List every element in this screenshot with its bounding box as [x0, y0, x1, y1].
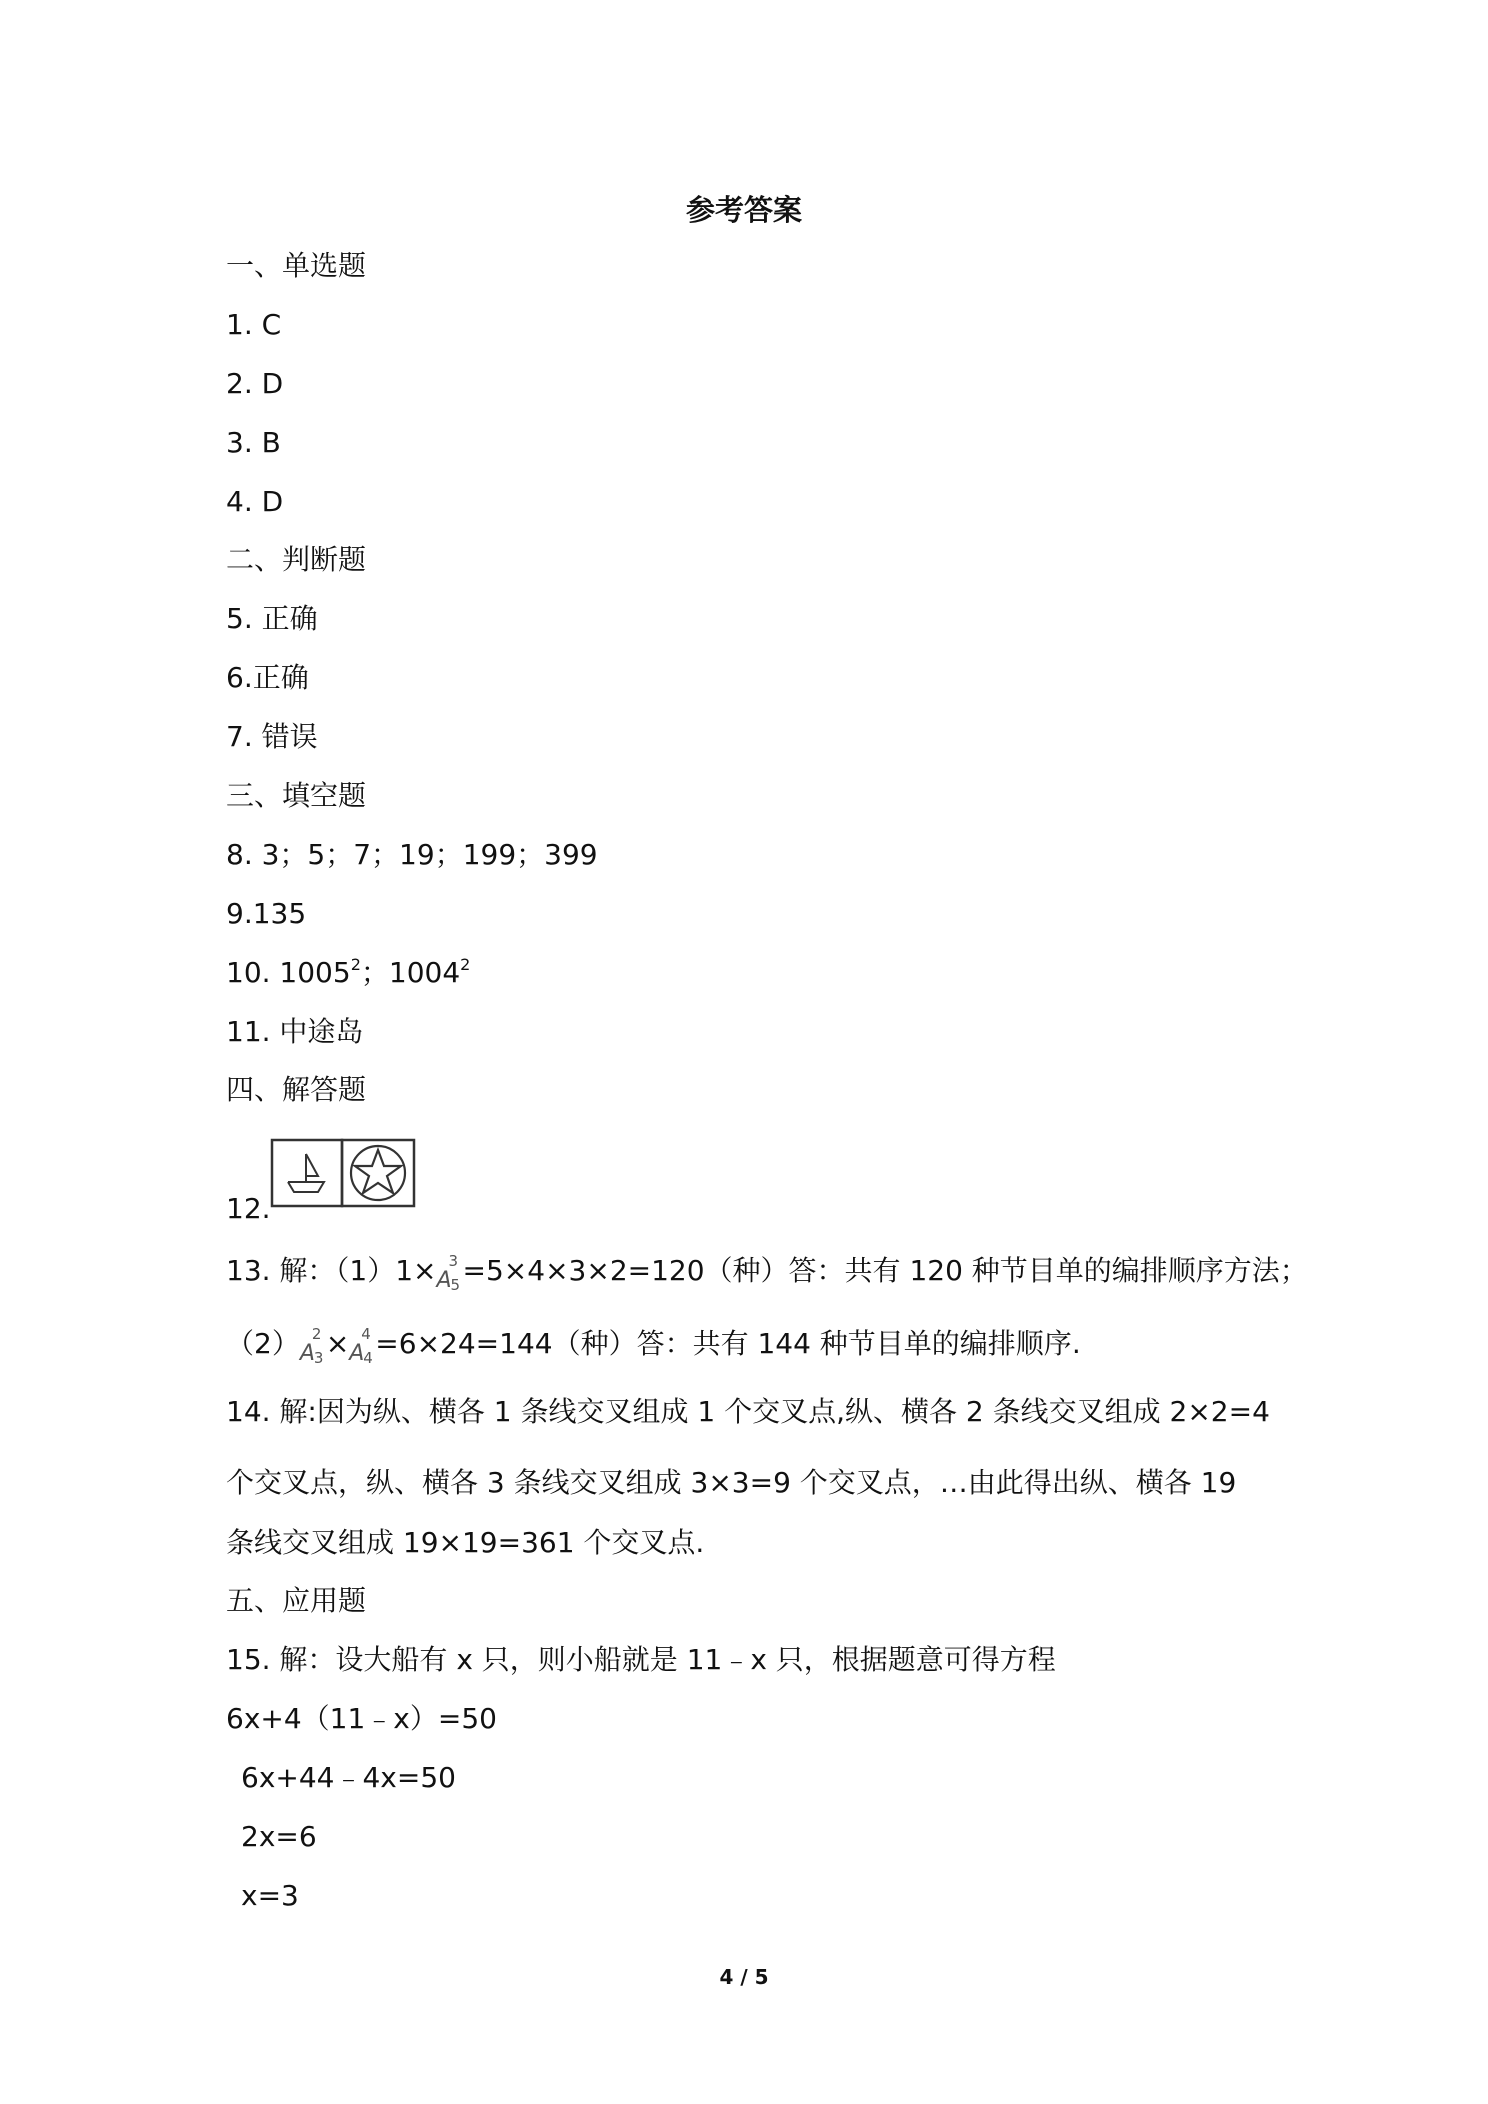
- page-title: 参考答案: [685, 193, 802, 227]
- permutation-a-3-2-icon: A 2 3: [299, 1325, 324, 1367]
- answer-12-label: 12.: [226, 1192, 271, 1225]
- answer-7: 7. 错误: [226, 720, 318, 753]
- answer-10-base2: ；1004: [360, 956, 461, 989]
- star-in-circle-icon: [351, 1146, 405, 1200]
- answer-10-exponent2: 2: [460, 955, 471, 974]
- section-heading-solutions: 四、解答题: [226, 1073, 367, 1106]
- answer-13-part1-text: 13. 解：（1）1×: [226, 1254, 437, 1287]
- answer-3: 3. B: [226, 426, 281, 459]
- section-heading-true-false: 二、判断题: [226, 543, 367, 576]
- answer-15-step-3: x=3: [241, 1879, 299, 1912]
- section-heading-application: 五、应用题: [226, 1584, 367, 1617]
- answer-14-line-3: 条线交叉组成 19×19=361 个交叉点.: [226, 1526, 705, 1559]
- boat-icon: [288, 1154, 324, 1192]
- answer-13-line-1: [226, 1252, 1308, 1294]
- answer-9: 9.135: [226, 897, 307, 930]
- answer-14-line-2: 个交叉点，纵、横各 3 条线交叉组成 3×3=9 个交叉点，…由此得出纵、横各 19: [226, 1466, 1237, 1499]
- answer-1: 1. C: [226, 308, 282, 341]
- answer-13-part1-result: =5×4×3×2=120（种）答：共有 120 种节目单的编排顺序方法；: [462, 1254, 1308, 1287]
- answer-12-figure: [270, 1138, 416, 1208]
- permutation-a-5-3-icon: A 3 5: [436, 1252, 461, 1294]
- answer-10: [226, 955, 470, 991]
- answer-15-line-1: 15. 解：设大船有 x 只，则小船就是 11﹣x 只，根据题意可得方程: [226, 1643, 1056, 1676]
- answer-6: 6.正确: [226, 661, 309, 694]
- answer-13-part2-label: （2）: [226, 1327, 300, 1360]
- page-number: 4 / 5: [719, 1965, 769, 1989]
- section-heading-single-choice: 一、单选题: [226, 249, 367, 282]
- answer-10-base1: 10. 1005: [226, 956, 351, 989]
- answer-13-times-sign: ×: [325, 1327, 350, 1360]
- answer-14-line-1: 14. 解:因为纵、横各 1 条线交叉组成 1 个交叉点,纵、横各 2 条线交叉组成 2×2=4: [226, 1395, 1270, 1428]
- answer-4: 4. D: [226, 485, 284, 518]
- answer-15-equation: 6x+4（11﹣x）=50: [226, 1702, 497, 1735]
- answer-15-step-2: 2x=6: [241, 1820, 317, 1853]
- answer-13-part2-result: =6×24=144（种）答：共有 144 种节目单的编排顺序.: [375, 1327, 1081, 1360]
- answer-5: 5. 正确: [226, 602, 318, 635]
- answer-11: 11. 中途岛: [226, 1015, 364, 1048]
- answer-8: 8. 3；5；7；19；199；399: [226, 838, 598, 871]
- answer-13-line-2: [226, 1325, 1081, 1367]
- answer-2: 2. D: [226, 367, 284, 400]
- section-heading-fill-blank: 三、填空题: [226, 779, 367, 812]
- answer-10-exponent1: 2: [350, 955, 361, 974]
- permutation-a-4-4-icon: A 4 4: [349, 1325, 373, 1367]
- answer-15-step-1: 6x+44﹣4x=50: [241, 1761, 456, 1794]
